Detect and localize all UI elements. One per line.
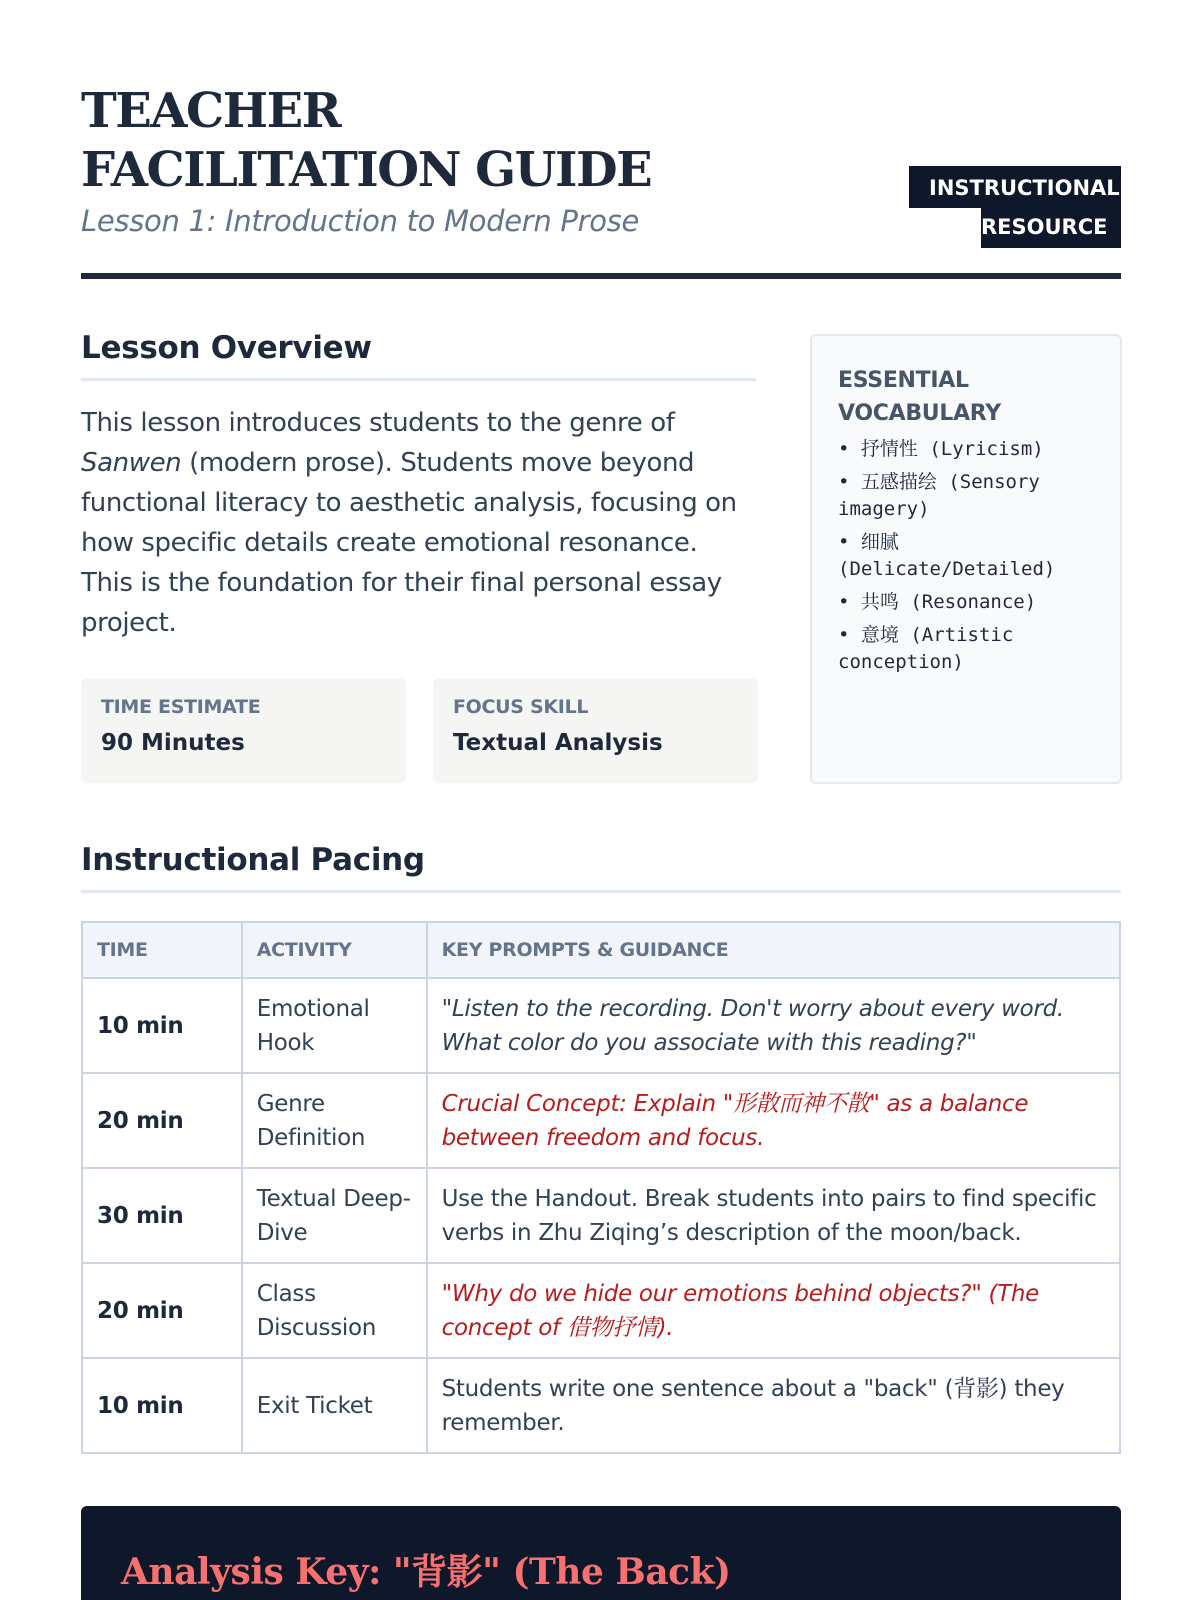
page-title: TEACHER FACILITATION GUIDE — [81, 83, 652, 198]
focus-skill-card — [433, 678, 758, 783]
row-prompt: "Listen to the recording. Don't worry about every word. What color do you associate with this reading?" — [427, 978, 1120, 1073]
table-header-row — [82, 922, 1120, 978]
focus-skill-label: FOCUS SKILL — [453, 696, 589, 718]
vocabulary-title: ESSENTIAL VOCABULARY — [838, 368, 1001, 426]
table-row — [82, 1263, 1120, 1358]
resource-badge — [909, 166, 1121, 250]
vocabulary-item: • 意境 (Artistic conception) — [838, 624, 1014, 673]
row-prompt: Use the Handout. Break students into pairs to find specific verbs in Zhu Ziqing’s description of the moon/back. — [427, 1168, 1120, 1263]
row-activity: Genre Definition — [242, 1073, 427, 1168]
time-estimate-card — [81, 678, 406, 783]
analysis-key-panel — [81, 1506, 1121, 1600]
overview-text-after: (modern prose). Students move beyond functional literacy to aesthetic analysis, focusing on how specific details create emotional resonance. This is the foundation for their final personal essay project. — [81, 448, 737, 638]
column-header-prompts: KEY PROMPTS & GUIDANCE — [427, 922, 1120, 978]
lesson-overview-section — [81, 330, 756, 756]
vocabulary-item: • 细腻 (Delicate/Detailed) — [838, 531, 1056, 580]
row-prompt: Crucial Concept: Explain "形散而神不散" as a balance between freedom and focus. — [427, 1073, 1120, 1168]
overview-text — [81, 403, 756, 643]
table-row — [82, 1358, 1120, 1453]
vocabulary-list — [838, 436, 1094, 676]
overview-heading: Lesson Overview — [81, 330, 756, 381]
row-time: 20 min — [82, 1073, 242, 1168]
row-time: 30 min — [82, 1168, 242, 1263]
row-activity: Class Discussion — [242, 1263, 427, 1358]
pacing-heading: Instructional Pacing — [81, 842, 1121, 893]
column-header-activity: ACTIVITY — [242, 922, 427, 978]
column-header-time: TIME — [82, 922, 242, 978]
row-activity: Emotional Hook — [242, 978, 427, 1073]
overview-text-emphasis: Sanwen — [81, 448, 182, 478]
row-prompt: "Why do we hide our emotions behind objects?" (The concept of 借物抒情). — [427, 1263, 1120, 1358]
row-prompt: Students write one sentence about a "back" (背影) they remember. — [427, 1358, 1120, 1453]
badge-line-1: INSTRUCTIONAL — [909, 166, 1121, 208]
row-time: 10 min — [82, 1358, 242, 1453]
page-header — [81, 0, 1121, 280]
instructional-pacing-section — [81, 842, 1121, 1454]
time-estimate-value: 90 Minutes — [101, 730, 245, 756]
row-time: 20 min — [82, 1263, 242, 1358]
row-time: 10 min — [82, 978, 242, 1073]
vocabulary-item: • 五感描绘 (Sensory imagery) — [838, 471, 1040, 520]
analysis-key-title: Analysis Key: "背影" (The Back) — [121, 1551, 731, 1593]
table-row — [82, 1168, 1120, 1263]
vocabulary-item: • 抒情性 (Lyricism) — [838, 438, 1044, 460]
row-activity: Textual Deep-Dive — [242, 1168, 427, 1263]
row-activity: Exit Ticket — [242, 1358, 427, 1453]
badge-line-2: RESOURCE — [981, 208, 1121, 248]
header-divider — [81, 273, 1121, 279]
table-row — [82, 978, 1120, 1073]
lesson-subtitle: Lesson 1: Introduction to Modern Prose — [81, 204, 640, 238]
vocabulary-item: • 共鸣 (Resonance) — [838, 591, 1037, 613]
vocabulary-box — [810, 334, 1122, 784]
table-row — [82, 1073, 1120, 1168]
overview-text-before: This lesson introduces students to the genre of — [81, 408, 675, 438]
focus-skill-value: Textual Analysis — [453, 730, 663, 756]
pacing-table — [81, 921, 1121, 1454]
time-estimate-label: TIME ESTIMATE — [101, 696, 261, 718]
